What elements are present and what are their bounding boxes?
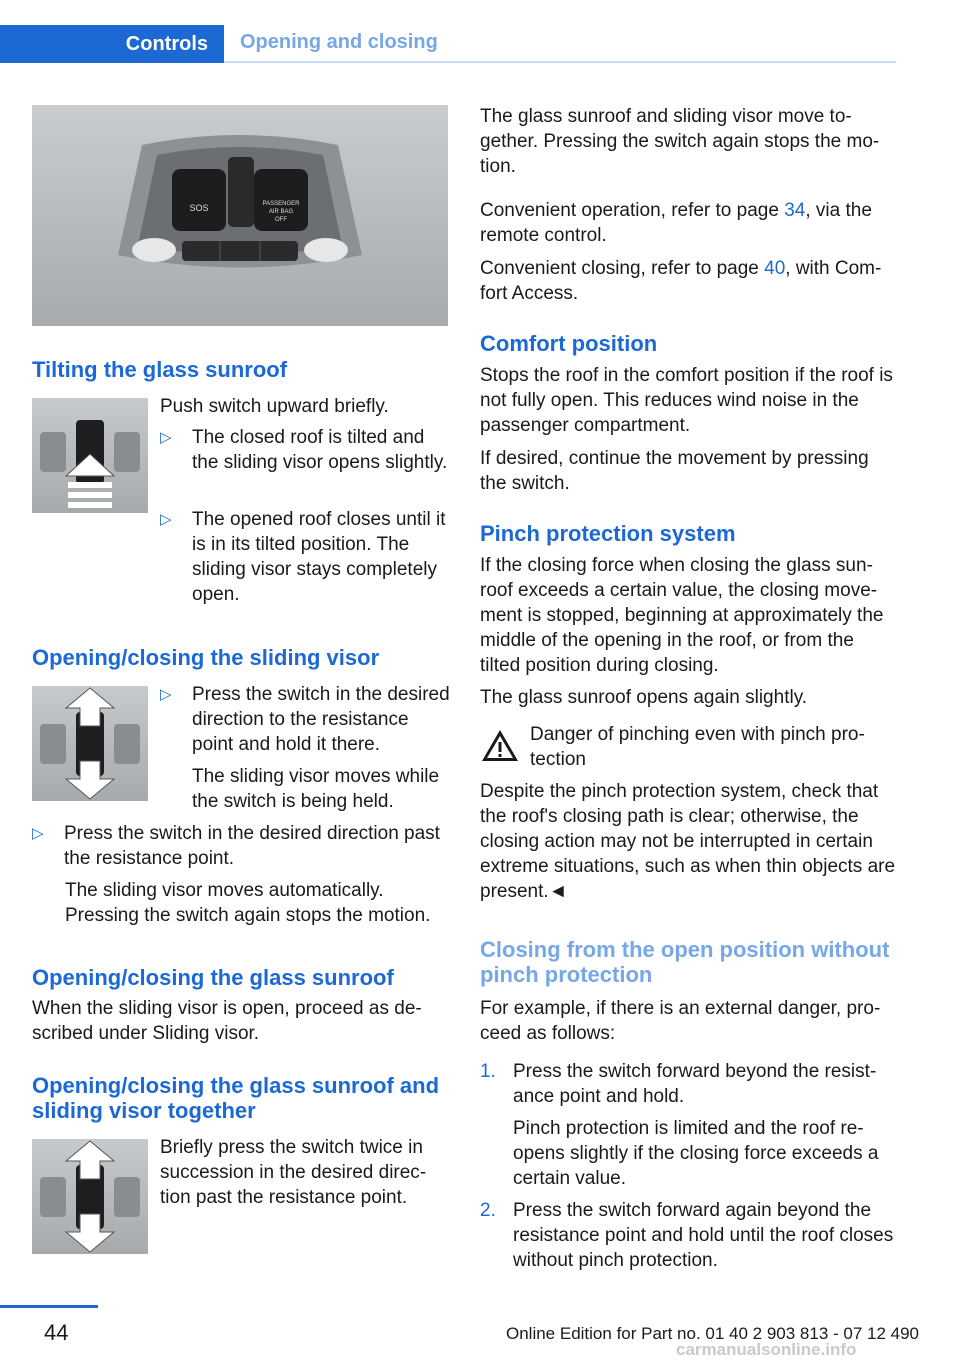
convenient-closing-text: Convenient closing, refer to page 40, with Comfort Access. <box>480 258 882 304</box>
heading-tilting: Tilting the glass sunroof <box>32 357 288 382</box>
edition-text: Online Edition for Part no. 01 40 2 903 813 - 07 12 490 <box>506 1324 920 1343</box>
pinch-text-1: If the closing force when closing the glass sunroof exceeds a certain value, the closing movement is stopped, beginning at approximately the middle of the opening in the roof, or from the tilted position during closing. <box>480 555 884 676</box>
warning-icon <box>480 728 520 763</box>
visor-bullet-1-cont: The sliding visor moves while the switch is being held. <box>192 766 440 812</box>
page-number: 44 <box>44 1320 69 1345</box>
tilting-intro: Push switch upward briefly. <box>160 396 389 417</box>
switch-double-image <box>32 1139 148 1254</box>
closing-intro: For example, if there is an external danger, proceed as follows: <box>480 998 881 1044</box>
step-1: 1. Press the switch forward beyond the resistance point and hold. <box>480 1061 877 1107</box>
switch-up-image <box>32 398 148 513</box>
svg-text:PASSENGER: PASSENGER <box>262 201 300 207</box>
heading-sunroof: Opening/closing the glass sunroof <box>32 965 394 990</box>
visor-bullet-2: ▷ Press the switch in the desired direction past the resistance point. <box>32 823 440 869</box>
chapter-tab[interactable]: Controls <box>0 25 224 63</box>
together-text: Briefly press the switch twice in succession in the desired direction past the resistance point. <box>160 1137 427 1208</box>
heading-closing: Closing from the open position without pinch protection <box>480 937 890 987</box>
bullet-triangle-icon: ▷ <box>32 825 44 842</box>
footer-rule <box>0 1305 98 1308</box>
comfort-text-1: Stops the roof in the comfort position if the roof is not fully open. This reduces wind noise in the passenger compartment. <box>480 365 893 436</box>
header-rule <box>224 61 896 63</box>
tilting-bullet-1: ▷ The closed roof is tilted and the sliding visor opens slightly. <box>160 427 448 473</box>
step-1-cont: Pinch protection is limited and the roof reopens slightly if the closing force exceeds a certain value. <box>513 1118 879 1189</box>
step-number: 2. <box>480 1200 496 1221</box>
bullet-triangle-icon: ▷ <box>160 511 172 528</box>
roof-console-photo <box>32 105 448 326</box>
visor-bullet-1: ▷ Press the switch in the desired direction to the resistance point and hold it there. <box>160 684 450 755</box>
bullet-triangle-icon: ▷ <box>160 429 172 446</box>
svg-text:AIR BAG: AIR BAG <box>268 209 294 215</box>
page-link-34[interactable]: 34 <box>784 200 806 221</box>
heading-together: Opening/closing the glass sunroof and sliding visor together <box>32 1073 440 1123</box>
heading-pinch: Pinch protection system <box>480 521 736 546</box>
bullet-triangle-icon: ▷ <box>160 686 172 703</box>
warning-text: Despite the pinch protection system, check that the roof's closing path is clear; otherwise, the closing action may not be interrupted in certain extreme situations, such as when thin objects are present.◄ <box>480 781 896 902</box>
move-together-text: The glass sunroof and sliding visor move together. Pressing the switch again stops the motion. <box>480 106 880 177</box>
page-header <box>0 0 960 62</box>
watermark: carmanualsonline.info <box>676 1340 857 1359</box>
step-2: 2. Press the switch forward again beyond the resistance point and hold until the roof closes without pinch protection. <box>480 1200 894 1271</box>
tilting-bullet-2: ▷ The opened roof closes until it is in its tilted position. The sliding visor stays completely open. <box>160 509 446 605</box>
convenient-operation-text: Convenient operation, refer to page 34, via the remote control. <box>480 200 872 246</box>
visor-bullet-2-cont: The sliding visor moves automatically. Pressing the switch again stops the motion. <box>65 880 431 926</box>
warning-title: Danger of pinching even with pinch protection <box>530 724 865 770</box>
svg-text:OFF: OFF <box>275 217 287 223</box>
switch-updown-image <box>32 686 148 801</box>
roof-console-illustration <box>32 105 448 326</box>
step-number: 1. <box>480 1061 496 1082</box>
sos-label: SOS <box>189 203 209 213</box>
comfort-text-2: If desired, continue the movement by pressing the switch. <box>480 448 869 494</box>
pinch-text-2: The glass sunroof opens again slightly. <box>480 687 808 708</box>
heading-comfort: Comfort position <box>480 331 658 356</box>
heading-sliding-visor: Opening/closing the sliding visor <box>32 645 380 670</box>
section-title[interactable]: Opening and closing <box>240 31 438 53</box>
page-link-40[interactable]: 40 <box>764 258 786 279</box>
sunroof-text: When the sliding visor is open, proceed as described under Sliding visor. <box>32 998 422 1044</box>
